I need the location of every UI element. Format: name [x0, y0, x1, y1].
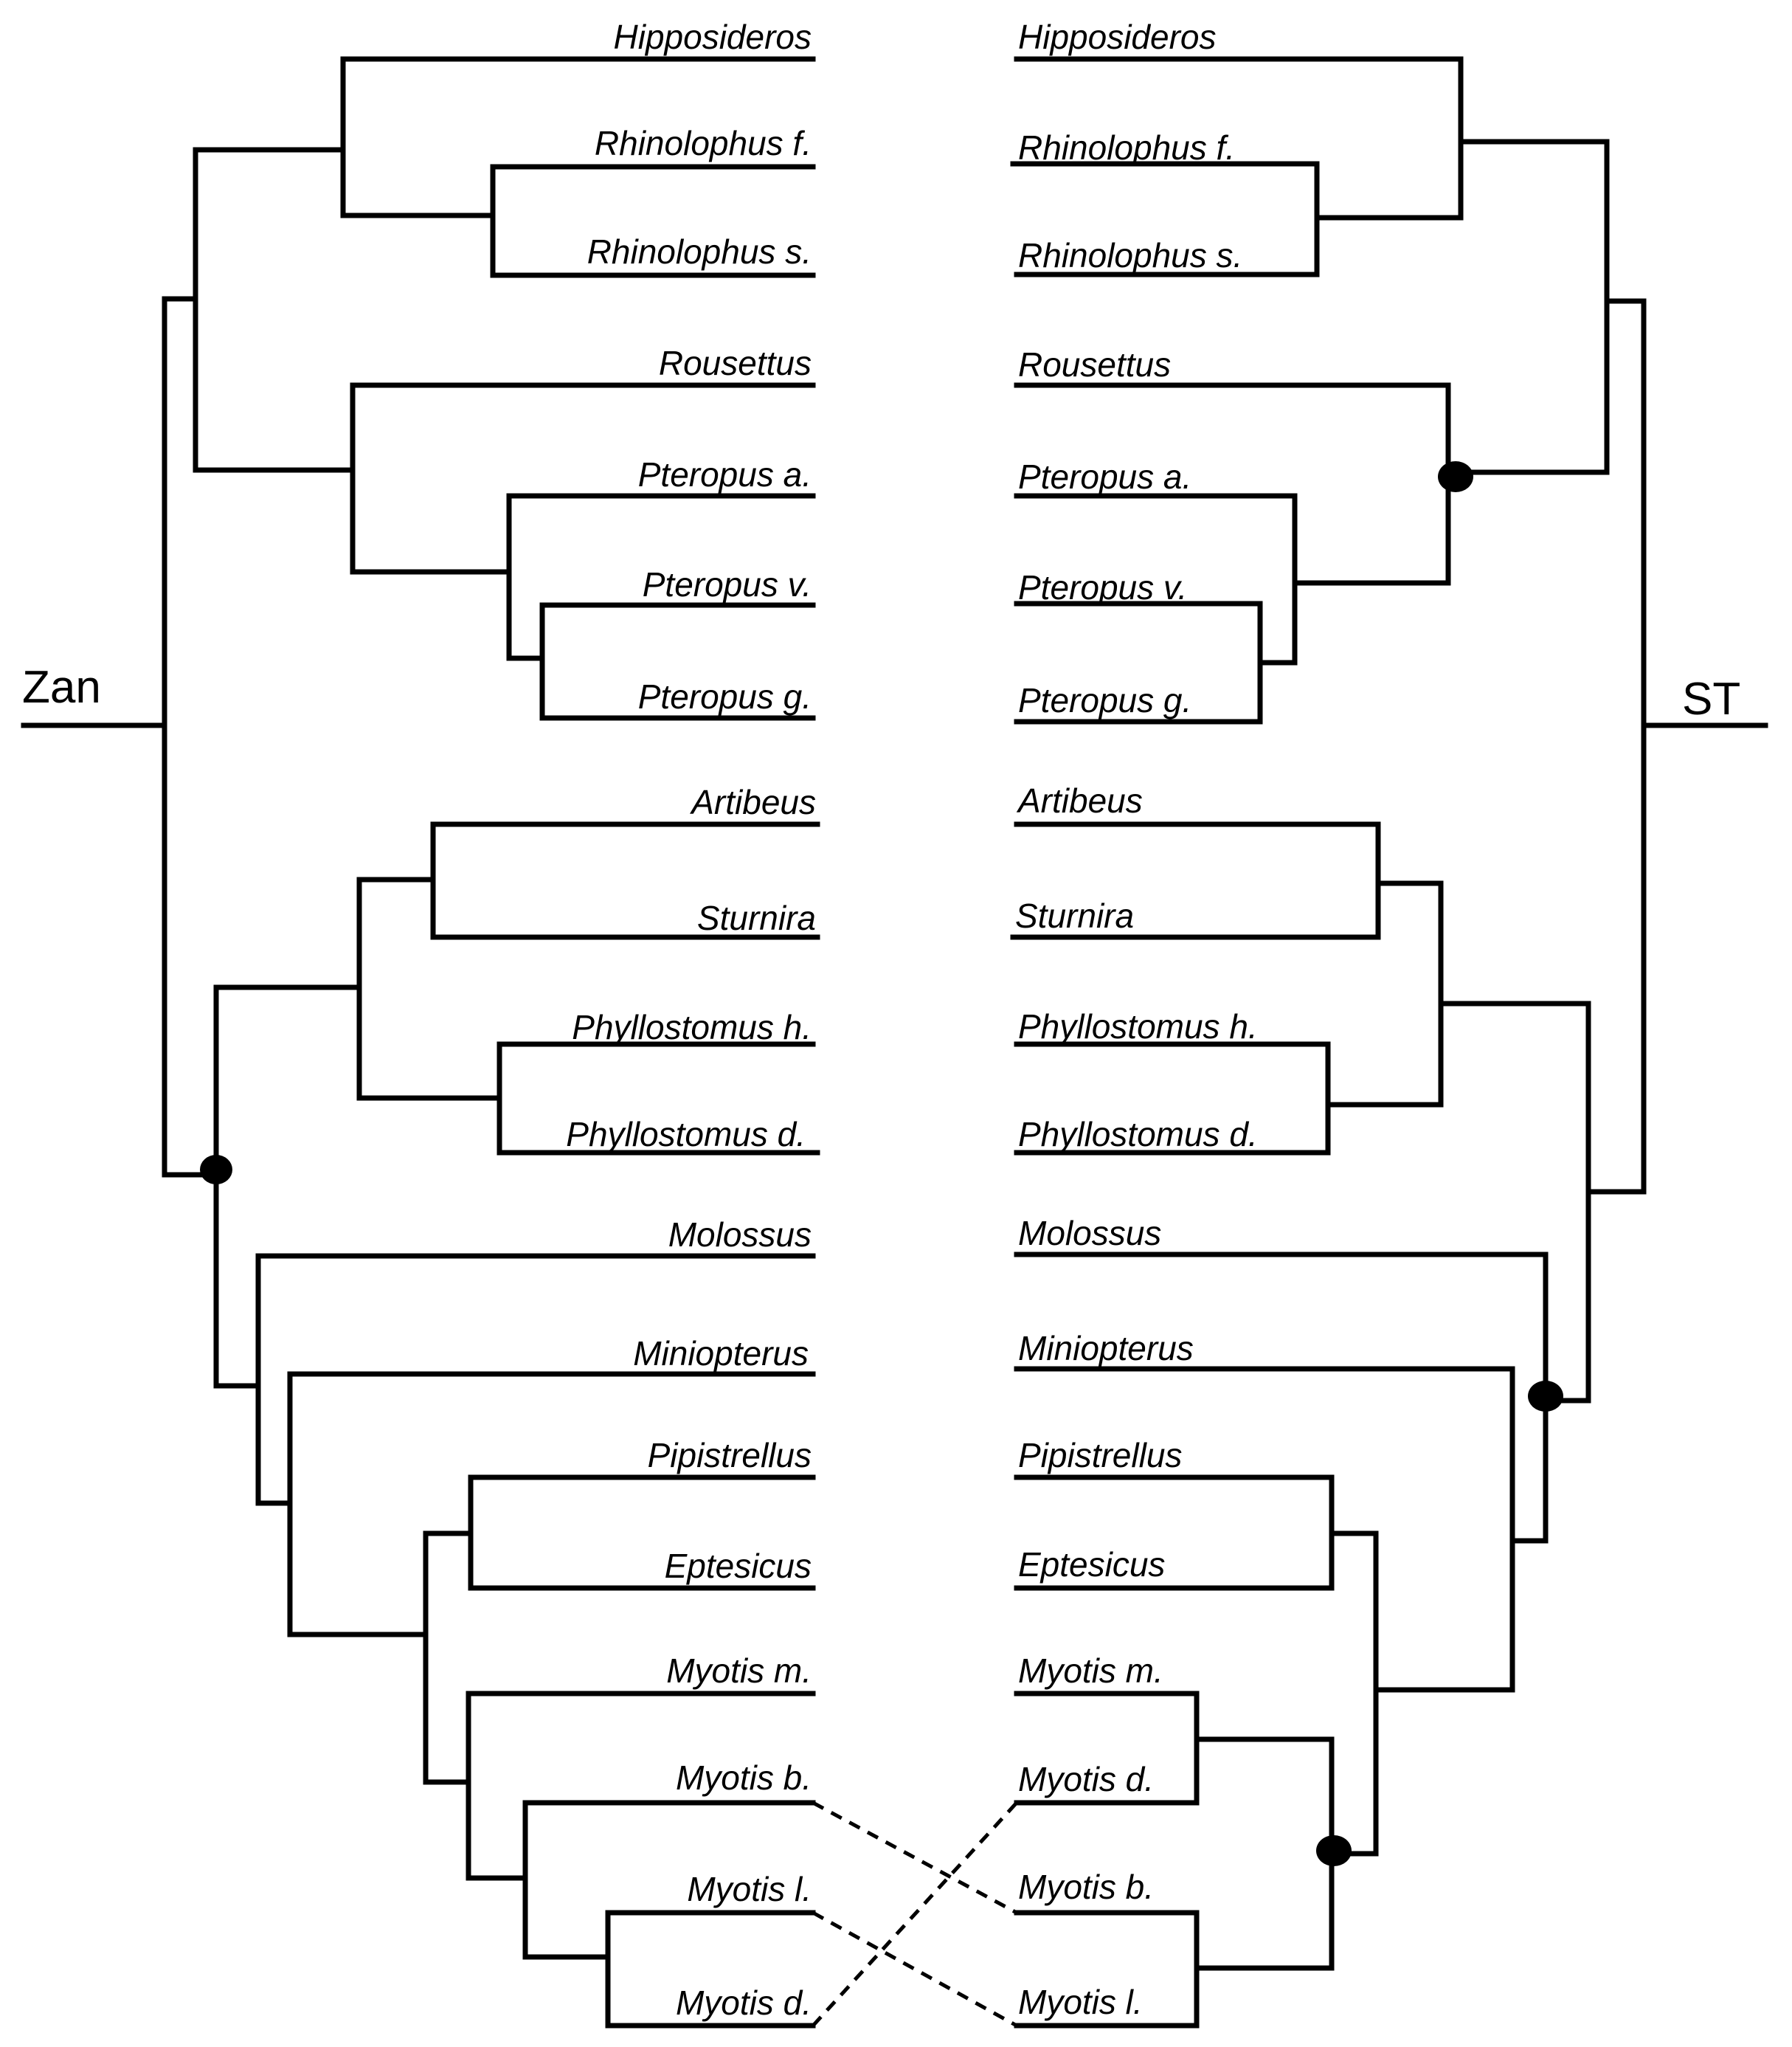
right-node-marker — [1438, 461, 1473, 492]
right-tip-label: Rousettus — [1018, 345, 1172, 384]
link-myotis-l — [813, 1913, 1017, 2026]
left-tip-label: Rousettus — [658, 344, 812, 382]
left-tip-label: Pteropus v. — [642, 565, 812, 604]
left-tip-label: Rhinolophus s. — [587, 232, 812, 271]
right-tip-label: Rhinolophus f. — [1018, 128, 1236, 167]
link-myotis-d — [813, 1803, 1017, 2026]
right-tip-label: Sturnira — [1015, 897, 1135, 935]
left-tip-label: Pteropus a. — [637, 455, 812, 494]
right-tree-label: ST — [1682, 674, 1741, 725]
left-tip-label: Hipposideros — [613, 18, 812, 56]
right-tip-label: Myotis b. — [1018, 1868, 1155, 1906]
left-tip-label: Pteropus g. — [637, 677, 812, 716]
left-tip-label: Phyllostomus d. — [566, 1115, 806, 1153]
left-tip-labels — [566, 18, 816, 2022]
right-tip-label: Phyllostomus h. — [1018, 1007, 1258, 1046]
left-tip-label: Pipistrellus — [647, 1436, 812, 1474]
left-tip-label: Rhinolophus f. — [594, 124, 812, 162]
left-tip-label: Myotis d. — [675, 1984, 812, 2022]
link-myotis-b — [813, 1803, 1017, 1913]
left-node-marker — [200, 1155, 232, 1184]
right-tip-label: Pteropus a. — [1018, 458, 1192, 496]
left-tip-label: Myotis b. — [675, 1758, 812, 1797]
right-tip-label: Molossus — [1018, 1214, 1162, 1252]
right-tip-labels — [1015, 18, 1258, 2021]
right-tip-label: Myotis l. — [1018, 1983, 1143, 2021]
right-tip-label: Artibeus — [1018, 781, 1143, 820]
left-tip-label: Myotis l. — [687, 1870, 812, 1908]
crossing-links — [813, 1803, 1017, 2026]
right-tip-label: Pteropus v. — [1018, 568, 1188, 607]
left-tip-label: Phyllostomus h. — [572, 1008, 812, 1046]
left-tip-label: Sturnira — [696, 899, 816, 937]
left-tip-label: Miniopterus — [633, 1334, 809, 1373]
right-node-marker — [1528, 1381, 1563, 1412]
right-tip-label: Phyllostomus d. — [1018, 1115, 1258, 1153]
right-tip-label: Eptesicus — [1018, 1545, 1166, 1584]
right-tip-label: Rhinolophus s. — [1018, 236, 1243, 275]
left-tip-label: Molossus — [668, 1215, 812, 1254]
right-tip-label: Myotis m. — [1018, 1651, 1163, 1690]
left-tip-label: Eptesicus — [664, 1547, 812, 1585]
right-node-marker — [1316, 1835, 1352, 1866]
right-tip-label: Myotis d. — [1018, 1760, 1155, 1798]
right-tip-label: Miniopterus — [1018, 1329, 1194, 1367]
right-tip-label: Hipposideros — [1018, 18, 1217, 56]
left-tree-label: Zan — [22, 662, 101, 713]
left-tip-label: Artibeus — [691, 783, 816, 821]
right-tip-label: Pteropus g. — [1018, 681, 1192, 719]
right-tip-label: Pipistrellus — [1018, 1436, 1183, 1474]
left-tip-label: Myotis m. — [666, 1651, 812, 1690]
